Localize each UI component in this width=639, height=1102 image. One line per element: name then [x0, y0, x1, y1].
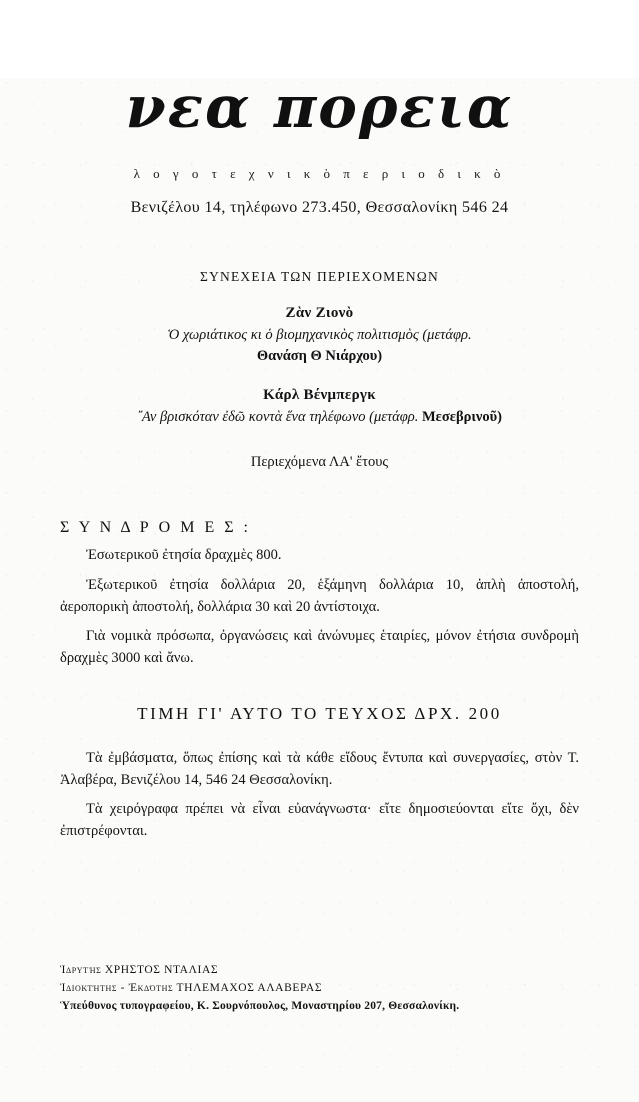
colophon: [60, 962, 587, 1015]
entry-work: [60, 325, 579, 367]
colophon-printer: Ὑπεύθυνος τυπογραφείου, Κ. Σουρνόπουλος, Μοναστηρίου 207, Θεσσαλονίκη.: [60, 999, 460, 1012]
entry-translator: Μεσεβρινοῦ): [422, 409, 502, 426]
entry-work-title: ῎Αν βρισκόταν ἐδῶ κοντὰ ἕνα τηλέφωνο (μετάφρ.: [137, 409, 419, 426]
entry-author: Κάρλ Βένμπεργκ: [263, 387, 376, 404]
colophon-founder: Ἱδρυτὴς ΧΡΗΣΤΟΣ ΝΤΑΛΙΑΣ: [60, 964, 219, 976]
masthead-address: Βενιζέλου 14, τηλέφωνο 273.450, Θεσσαλονίκη 546 24: [130, 199, 509, 216]
masthead-subtitle: λ ο γ ο τ ε χ ν ι κ ὸ π ε ρ ι ο δ ι κ ὸ: [133, 166, 506, 181]
contents-index-line: Περιεχόμενα ΛΑ' ἔτους: [250, 454, 389, 471]
contents-entry: [60, 387, 579, 428]
entry-work: [60, 407, 579, 428]
entry-translator: Θανάση Θ Νιάρχου): [256, 348, 383, 365]
subscriptions-paragraph: Γιὰ νομικὰ πρόσωπα, ὀργανώσεις καὶ ἀνώνυμες ἑταιρίες, μόνον ἐτήσια συνδρομὴ δραχμὲς 3000 καὶ ἄνω.: [60, 628, 579, 667]
issue-price-line: ΤΙΜΗ ΓΙ' ΑΥΤΟ ΤΟ ΤΕΥΧΟΣ ΔΡΧ. 200: [137, 703, 502, 723]
entry-work-title: Ὁ χωριάτικος κι ὁ βιομηχανικὸς πολιτισμὸς (μετάφρ.: [167, 327, 472, 343]
masthead-title: νεα πορεια: [125, 73, 514, 141]
contents-entry: [60, 305, 579, 367]
note-paragraph: Τὰ ἐμβάσματα, ὅπως ἐπίσης καὶ τὰ κάθε εἴδους ἔντυπα καὶ συνεργασίες, στὸν Τ. Ἀλαβέρα, Βενιζέλου 14, 546 24 Θεσσαλονίκη.: [60, 749, 579, 788]
subscriptions-paragraph: Ἐξωτερικοῦ ἐτησία δολλάρια 20, ἑξάμηνη δολλάρια 10, ἁπλὴ ἀποστολή, ἀεροπορικὴ ἀποστολή, δολλάρια 30 καὶ 20 ἀντίστοιχα.: [60, 576, 579, 615]
colophon-owner: Ἰδιοκτήτης - Ἐκδότης ΤΗΛΕΜΑΧΟΣ ΑΛΑΒΕΡΑΣ: [60, 981, 323, 994]
notes-block: [60, 748, 579, 843]
journal-back-cover: [0, 73, 639, 1102]
subscriptions-title: Σ Υ Ν Δ Ρ Ο Μ Ε Σ :: [60, 519, 251, 537]
subscriptions-paragraph: Ἐσωτερικοῦ ἐτησία δραχμὲς 800.: [86, 547, 282, 564]
entry-author: Ζὰν Ζιονὸ: [285, 305, 354, 321]
contents-heading: ΣΥΝΕΧΕΙΑ ΤΩΝ ΠΕΡΙΕΧΟΜΕΝΩΝ: [200, 269, 439, 284]
note-paragraph: Τὰ χειρόγραφα πρέπει νὰ εἶναι εὐανάγνωστα· εἴτε δημοσιεύονται εἴτε ὄχι, δὲν ἐπιστρέφονται.: [60, 801, 579, 840]
